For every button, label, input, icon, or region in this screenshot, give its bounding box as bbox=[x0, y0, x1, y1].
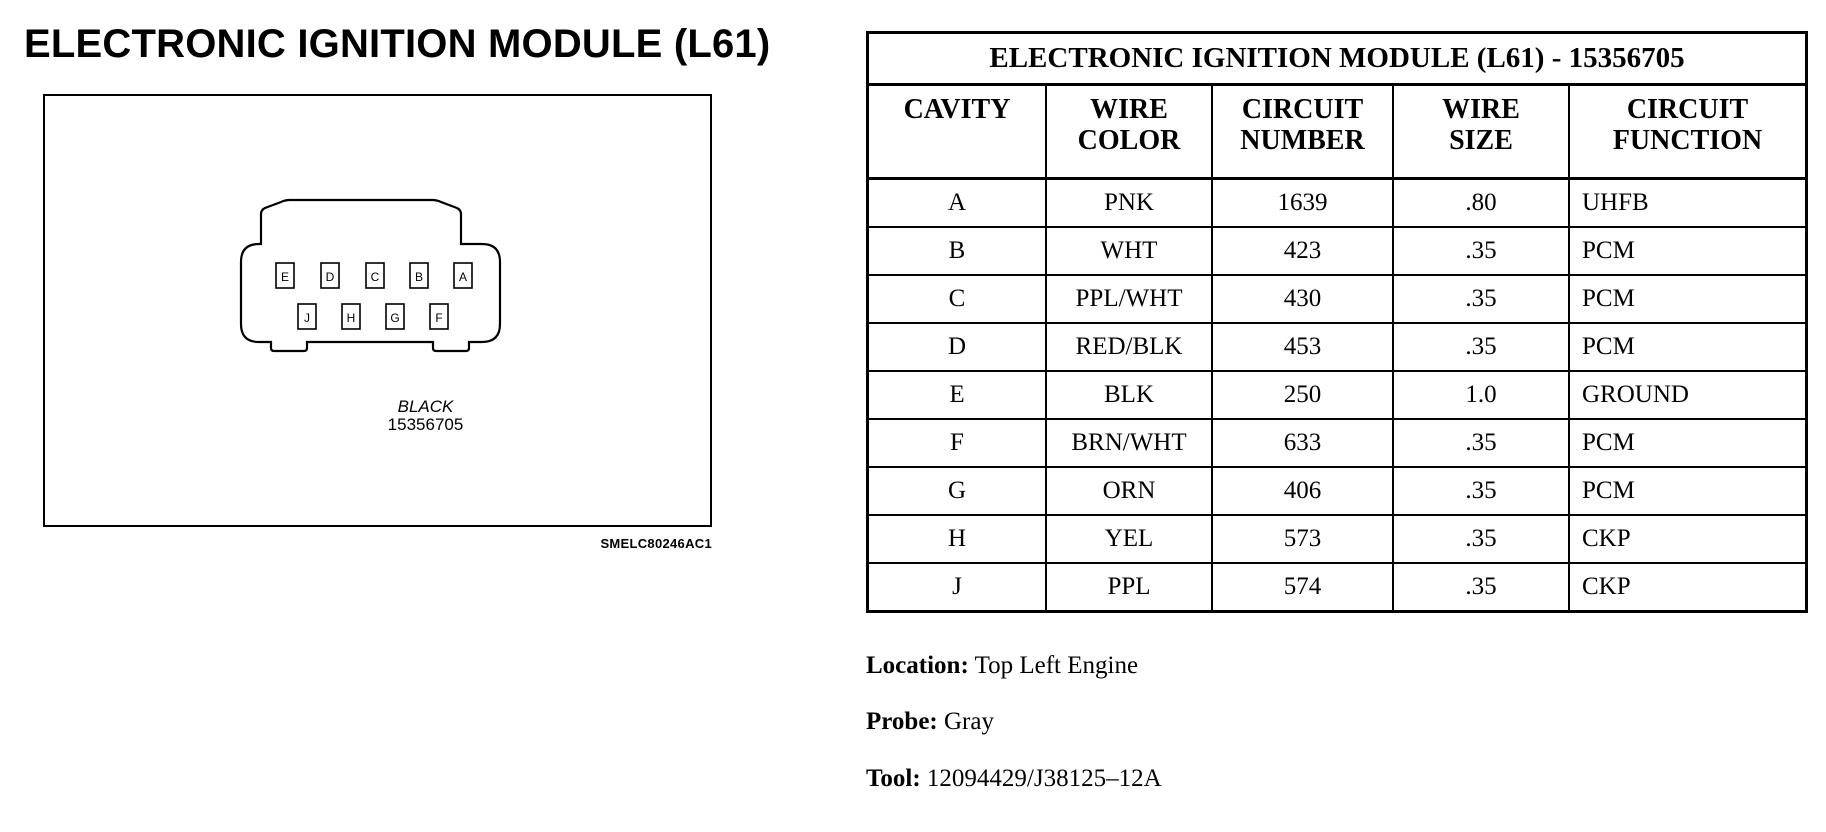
connector-color-label: BLACK bbox=[397, 397, 454, 416]
pin-label: A bbox=[458, 270, 468, 284]
table-row bbox=[868, 275, 1807, 323]
header-circuit-function: CIRCUIT FUNCTION bbox=[1569, 85, 1807, 179]
pin-label: C bbox=[370, 270, 380, 284]
location-line bbox=[866, 652, 1138, 680]
cell-wire-size: .35 bbox=[1393, 323, 1569, 371]
location-value: Top Left Engine bbox=[974, 652, 1139, 679]
cell-circuit-number: 430 bbox=[1212, 275, 1393, 323]
cell-circuit-number: 633 bbox=[1212, 419, 1393, 467]
cell-wire-size: .35 bbox=[1393, 515, 1569, 563]
pin-cavity-e bbox=[276, 263, 294, 288]
table-title: ELECTRONIC IGNITION MODULE (L61) - 15356705 bbox=[868, 33, 1807, 85]
probe-value: Gray bbox=[944, 708, 994, 735]
cell-circuit-function: CKP bbox=[1569, 563, 1807, 612]
cell-cavity: J bbox=[868, 563, 1047, 612]
cell-cavity: F bbox=[868, 419, 1047, 467]
pin-label: E bbox=[280, 270, 290, 284]
cell-wire-color: WHT bbox=[1046, 227, 1212, 275]
header-circuit-number: CIRCUIT NUMBER bbox=[1212, 85, 1393, 179]
probe-label: Probe: bbox=[866, 708, 938, 735]
cell-circuit-function: CKP bbox=[1569, 515, 1807, 563]
tool-value: 12094429/J38125–12A bbox=[926, 765, 1162, 792]
cell-cavity: E bbox=[868, 371, 1047, 419]
cell-wire-color: RED/BLK bbox=[1046, 323, 1212, 371]
location-label: Location: bbox=[866, 652, 969, 679]
tool-label: Tool: bbox=[866, 765, 921, 792]
table-row bbox=[868, 323, 1807, 371]
pin-label: F bbox=[435, 311, 443, 325]
probe-line bbox=[866, 708, 994, 736]
cell-circuit-function: PCM bbox=[1569, 323, 1807, 371]
pin-cavity-f bbox=[430, 304, 448, 329]
table-row bbox=[868, 227, 1807, 275]
pin-cavity-a bbox=[454, 263, 472, 288]
table-row bbox=[868, 419, 1807, 467]
pin-label: D bbox=[325, 270, 335, 284]
cell-wire-color: PPL/WHT bbox=[1046, 275, 1212, 323]
pin-label: B bbox=[414, 270, 424, 284]
cell-wire-color: PPL bbox=[1046, 563, 1212, 612]
tool-line bbox=[866, 765, 1162, 793]
cell-wire-color: YEL bbox=[1046, 515, 1212, 563]
cell-wire-size: .35 bbox=[1393, 419, 1569, 467]
table-row bbox=[868, 371, 1807, 419]
cell-wire-size: .35 bbox=[1393, 467, 1569, 515]
connector-face-drawing bbox=[45, 96, 710, 525]
pin-label: H bbox=[346, 311, 356, 325]
table-row bbox=[868, 563, 1807, 612]
cell-circuit-number: 453 bbox=[1212, 323, 1393, 371]
header-wire-color: WIRE COLOR bbox=[1046, 85, 1212, 179]
pin-cavity-g bbox=[386, 304, 404, 329]
table-row bbox=[868, 179, 1807, 228]
pin-cavity-b bbox=[410, 263, 428, 288]
cell-cavity: H bbox=[868, 515, 1047, 563]
cell-circuit-number: 1639 bbox=[1212, 179, 1393, 228]
connector-part-number: 15356705 bbox=[387, 415, 464, 434]
cell-wire-size: 1.0 bbox=[1393, 371, 1569, 419]
cell-circuit-function: GROUND bbox=[1569, 371, 1807, 419]
table-row bbox=[868, 467, 1807, 515]
cell-circuit-function: UHFB bbox=[1569, 179, 1807, 228]
page-title: ELECTRONIC IGNITION MODULE (L61) bbox=[24, 22, 771, 66]
table-row bbox=[868, 515, 1807, 563]
cell-cavity: B bbox=[868, 227, 1047, 275]
cell-wire-color: ORN bbox=[1046, 467, 1212, 515]
cell-wire-size: .35 bbox=[1393, 563, 1569, 612]
cell-wire-color: BRN/WHT bbox=[1046, 419, 1212, 467]
cell-circuit-number: 250 bbox=[1212, 371, 1393, 419]
cell-circuit-number: 574 bbox=[1212, 563, 1393, 612]
figure-code: SMELC80246AC1 bbox=[600, 536, 712, 551]
cell-circuit-function: PCM bbox=[1569, 467, 1807, 515]
cell-wire-size: .35 bbox=[1393, 275, 1569, 323]
cell-cavity: A bbox=[868, 179, 1047, 228]
cell-circuit-number: 406 bbox=[1212, 467, 1393, 515]
pin-cavity-c bbox=[366, 263, 384, 288]
pin-cavity-h bbox=[342, 304, 360, 329]
cell-wire-size: .80 bbox=[1393, 179, 1569, 228]
cell-circuit-function: PCM bbox=[1569, 227, 1807, 275]
connector-diagram bbox=[43, 94, 712, 527]
header-wire-size: WIRE SIZE bbox=[1393, 85, 1569, 179]
cell-wire-color: PNK bbox=[1046, 179, 1212, 228]
pin-cavity-j bbox=[298, 304, 316, 329]
pin-table bbox=[866, 31, 1808, 613]
cell-circuit-function: PCM bbox=[1569, 275, 1807, 323]
cell-cavity: G bbox=[868, 467, 1047, 515]
cell-cavity: C bbox=[868, 275, 1047, 323]
pin-cavity-d bbox=[321, 263, 339, 288]
cell-wire-color: BLK bbox=[1046, 371, 1212, 419]
cell-cavity: D bbox=[868, 323, 1047, 371]
cell-circuit-number: 573 bbox=[1212, 515, 1393, 563]
cell-circuit-function: PCM bbox=[1569, 419, 1807, 467]
header-cavity: CAVITY bbox=[868, 85, 1047, 179]
pin-label: J bbox=[304, 311, 310, 325]
cell-circuit-number: 423 bbox=[1212, 227, 1393, 275]
pin-label: G bbox=[390, 311, 400, 325]
cell-wire-size: .35 bbox=[1393, 227, 1569, 275]
